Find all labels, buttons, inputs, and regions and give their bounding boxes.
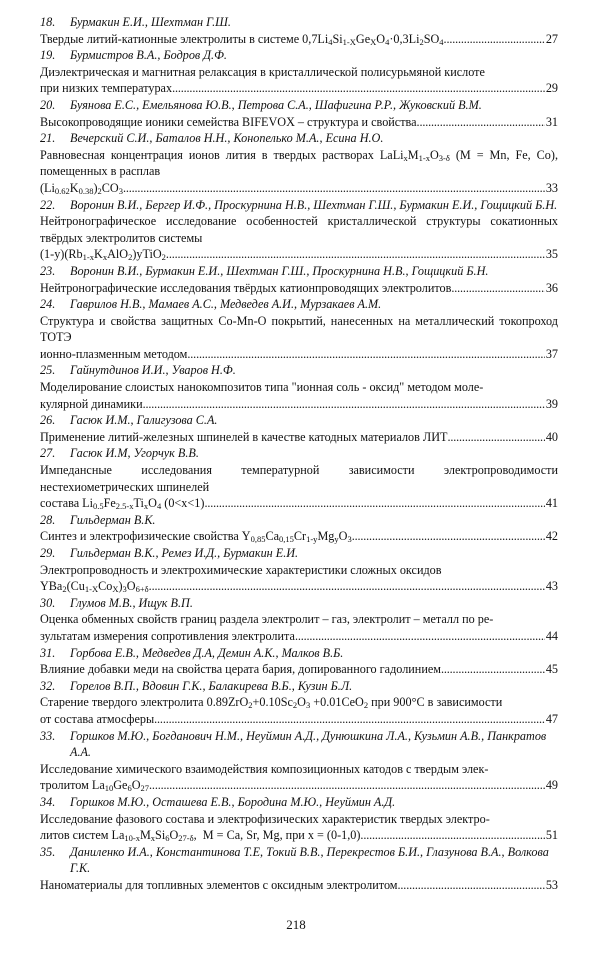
entry-title-last-line — [40, 429, 558, 446]
entry-title-tail: Синтез и электрофизические свойства $Y_{0,85}Ca_{0,15}Cr_{1-y}Mg_yO_3$ — [40, 529, 352, 545]
entry-page: 29 — [545, 81, 558, 96]
entry-title-text: Оценка обменных свойств границ раздела электролит – газ, электролит – металл по ре- — [40, 612, 494, 627]
entry-page: 51 — [545, 828, 558, 843]
entry-title — [40, 64, 558, 97]
toc-entry — [40, 197, 558, 263]
toc-entry-header — [40, 362, 558, 379]
entry-page: 47 — [545, 711, 558, 726]
dot-leader — [123, 180, 545, 197]
entry-number: 18. — [40, 15, 56, 29]
toc-entry-header — [40, 97, 558, 114]
entry-title-tail: Применение литий-железных шпинелей в качестве катодных материалов ЛИТ — [40, 429, 448, 444]
dot-leader — [149, 578, 545, 595]
entry-title-tail: $YBa_2(Cu_{1-X}Co_X)_3O_{6+\delta}$ — [40, 579, 149, 595]
dot-leader — [154, 711, 545, 728]
entry-title-last-line — [40, 114, 558, 131]
dot-leader — [352, 528, 545, 545]
entry-authors: Гайнутдинов И.И., Уваров Н.Ф. — [70, 363, 236, 378]
entry-title — [40, 694, 558, 727]
page-number: 218 — [286, 917, 306, 932]
entry-authors: Гильдерман В.К., Ремез И.Д., Бурмакин Е.И. — [70, 546, 299, 560]
entry-title-last-line — [40, 661, 558, 678]
entry-number: 20. — [40, 97, 56, 112]
entry-title-last-line — [40, 827, 558, 844]
entry-title-last-line — [40, 777, 558, 794]
entry-authors: Горбова Е.В., Медведев Д.А, Демин А.К., Малков В.Б. — [70, 645, 344, 660]
entry-title-text: Равновесная концентрация ионов лития в твердых растворах $LaLi_xM_{1-x}O_{3-\delta}$ (M = Mn, Fe, Co), помещенных в расплав — [40, 147, 558, 179]
entry-title-tail: тролитом $La_{10}Ge_6O_{27}$ — [40, 778, 150, 794]
toc-entry — [40, 412, 558, 445]
entry-title-tail: литов систем $La_{10-x}M_xSi_6O_{27-\delta}$, M = Ca, Sr, Mg, при x = (0-1,0) — [40, 828, 361, 844]
toc-entry-header — [40, 197, 558, 214]
entry-title-tail: кулярной динамики — [40, 396, 143, 411]
entry-title-text: Электропроводность и электрохимические характеристики сложных оксидов — [40, 562, 442, 577]
dot-leader — [360, 827, 544, 844]
entry-title-last-line — [40, 528, 558, 545]
entry-title — [40, 379, 558, 412]
toc-entry — [40, 445, 558, 511]
entry-title — [40, 611, 558, 644]
toc-entry-header — [40, 412, 558, 429]
toc-entry — [40, 728, 558, 794]
entry-title-last-line — [40, 80, 558, 97]
entry-page: 42 — [545, 529, 558, 544]
entry-page: 35 — [545, 247, 558, 262]
entry-title-tail: от состава атмосферы — [40, 711, 155, 726]
entry-number: 31. — [40, 645, 56, 660]
toc-entry-header — [40, 645, 558, 662]
toc-entry-header — [40, 844, 558, 877]
entry-title-last-line — [40, 280, 558, 297]
entry-number: 28. — [40, 512, 56, 527]
entry-authors: Гаврилов Н.В., Мамаев А.С., Медведев А.И., Мурзакаев А.М. — [70, 297, 382, 312]
entry-number: 23. — [40, 263, 56, 278]
entry-title-text: Структура и свойства защитных Co-Mn-O покрытий, нанесенных на металлический токопроход ТОТЭ — [40, 313, 558, 345]
toc-entry — [40, 678, 558, 728]
entry-title-last-line — [40, 180, 558, 197]
entry-page: 53 — [545, 877, 558, 892]
entry-number: 30. — [40, 595, 56, 610]
dot-leader — [441, 661, 545, 678]
toc-entry-header — [40, 47, 558, 64]
entry-title-text: Диэлектрическая и магнитная релаксация в кристаллической полисурьмяной кислоте — [40, 64, 485, 79]
entry-title — [40, 562, 558, 595]
dot-leader — [451, 280, 544, 297]
entry-page: 44 — [545, 628, 558, 643]
toc-entry-header — [40, 678, 558, 695]
toc-entry — [40, 130, 558, 196]
entry-number: 22. — [40, 197, 56, 212]
entry-title-text: Исследование фазового состава и электрофизических характеристик твердых электро- — [40, 811, 490, 826]
entry-authors: Бурмистров В.А., Бодров Д.Ф. — [70, 48, 227, 63]
toc-entry — [40, 645, 558, 678]
entry-number: 33. — [40, 728, 56, 743]
entry-title — [40, 313, 558, 363]
entry-title-tail: при низких температурах — [40, 81, 173, 96]
entry-number: 24. — [40, 297, 56, 312]
entry-title-tail: Наноматериалы для топливных элементов с оксидным электролитом — [40, 877, 398, 892]
toc-entry-header — [40, 794, 558, 811]
dot-leader — [187, 346, 544, 363]
entry-authors: Горшков М.Ю., Осташева Е.В., Бородина М.Ю., Неуймин А.Д. — [70, 794, 396, 809]
entry-title-last-line — [40, 711, 558, 728]
entry-title-tail: Твердые литий-катионные электролиты в системе $0,7Li_4Si_{1-X}Ge_XO_4\cdot 0,3Li_2SO_4$ — [40, 31, 444, 47]
dot-leader — [447, 429, 544, 446]
entry-number: 21. — [40, 131, 56, 146]
entry-page: 33 — [545, 180, 558, 195]
entry-page: 40 — [545, 429, 558, 444]
entry-authors: Вечерский С.И., Баталов Н.Н., Конопелько М.А., Есина Н.О. — [70, 131, 384, 146]
entry-authors: Горелов В.П., Вдовин Г.К., Балакирева В.Б., Кузин Б.Л. — [70, 678, 353, 693]
entry-title — [40, 462, 558, 512]
entry-page: 37 — [545, 346, 558, 361]
toc-entry — [40, 794, 558, 844]
entry-authors: Гасюк И.М, Угорчук В.В. — [70, 446, 199, 461]
entry-title-last-line — [40, 246, 558, 263]
entry-authors: Воронин В.И., Бергер И.Ф., Проскурнина Н.В., Шехтман Г.Ш., Бурмакин Е.И., Гощицкий Б.Н. — [70, 197, 558, 212]
entry-title-text: Импедансные исследования температурной зависимости электропроводимости нестехиометрических шпинелей — [40, 463, 558, 494]
entry-title-tail: состава $Li_{0.5}Fe_{2.5-x}Ti_xO_4$ (0<x<1) — [40, 496, 205, 512]
entry-title-tail: Высокопроводящие ионики семейства BIFEVOX – структура и свойства — [40, 114, 417, 129]
toc-entry-header — [40, 445, 558, 462]
dot-leader — [166, 246, 545, 263]
entry-title-last-line — [40, 628, 558, 645]
toc-entry — [40, 14, 558, 47]
toc-entry — [40, 545, 558, 595]
entry-authors: Воронин В.И., Бурмакин Е.И., Шехтман Г.Ш., Проскурнина Н.В., Гощицкий Б.Н. — [70, 263, 489, 278]
entry-authors: Гильдерман В.К. — [70, 512, 156, 527]
toc-entry — [40, 362, 558, 412]
entry-page: 45 — [545, 662, 558, 677]
entry-title-tail: $(Li_{0.62}K_{0.38})_2CO_3$ — [40, 180, 123, 196]
toc-entry — [40, 595, 558, 645]
toc-entry-header — [40, 512, 558, 529]
entry-number: 32. — [40, 678, 56, 693]
toc-entry-header — [40, 595, 558, 612]
entry-title-text: Исследование химического взаимодействия композиционных катодов с твердым элек- — [40, 761, 489, 776]
dot-leader — [417, 114, 545, 131]
toc-entry — [40, 263, 558, 296]
entry-title-last-line — [40, 495, 558, 512]
entry-page: 39 — [545, 396, 558, 411]
entry-title — [40, 661, 558, 678]
table-of-contents — [40, 14, 558, 893]
entry-authors: Глумов М.В., Ищук В.П. — [70, 595, 193, 610]
entry-page: 27 — [545, 31, 558, 46]
toc-entry-header — [40, 545, 558, 562]
entry-title — [40, 429, 558, 446]
toc-entry-header — [40, 296, 558, 313]
entry-title — [40, 761, 558, 794]
entry-authors: Буянова Е.С., Емельянова Ю.В., Петрова С.А., Шафигина Р.Р., Жуковский В.М. — [70, 97, 482, 112]
entry-title — [40, 811, 558, 844]
entry-authors: Даниленко И.А., Константинова Т.Е, Токий В.В., Перекрестов Б.И., Глазунова В.А., Волкова Г.К. — [70, 844, 549, 876]
entry-title-text: Нейтронографическое исследование особенностей кристаллической структуры сокатионных твёрдых электролитов системы — [40, 214, 558, 245]
entry-authors: Горшков М.Ю., Богданович Н.М., Неуймин А.Д., Дунюшкина Л.А., Кузьмин А.В., Панкратов А.А. — [70, 728, 547, 760]
entry-title — [40, 147, 558, 197]
entry-number: 29. — [40, 546, 56, 560]
entry-number: 26. — [40, 413, 56, 428]
entry-title — [40, 280, 558, 297]
entry-title-text: Старение твердого электролита $0.89ZrO_2+0.10Sc_2O_3 +0.01CeO_2$ при 900°С в зависимости — [40, 695, 503, 711]
dot-leader — [204, 495, 544, 512]
toc-entry — [40, 844, 558, 894]
dot-leader — [172, 80, 545, 97]
entry-title-last-line — [40, 396, 558, 413]
entry-page: 49 — [545, 778, 558, 793]
toc-entry-header — [40, 14, 558, 31]
entry-title — [40, 114, 558, 131]
entry-page: 36 — [545, 280, 558, 295]
entry-title — [40, 31, 558, 48]
toc-entry-header — [40, 728, 558, 761]
entry-page: 43 — [545, 579, 558, 594]
entry-page: 41 — [545, 496, 558, 511]
toc-entry-header — [40, 130, 558, 147]
toc-entry — [40, 296, 558, 362]
dot-leader — [295, 628, 545, 645]
toc-entry — [40, 512, 558, 545]
entry-title — [40, 528, 558, 545]
entry-title-last-line — [40, 877, 558, 894]
entry-title-tail: зультатам измерения сопротивления электролита — [40, 628, 295, 643]
dot-leader — [444, 31, 545, 48]
entry-title-tail: Нейтронографические исследования твёрдых катионпроводящих электролитов — [40, 280, 452, 295]
entry-title-last-line — [40, 31, 558, 48]
entry-title-last-line — [40, 346, 558, 363]
dot-leader — [143, 396, 545, 413]
entry-title — [40, 877, 558, 894]
dot-leader — [398, 877, 545, 894]
entry-number: 35. — [40, 844, 56, 859]
entry-title-text: Моделирование слоистых нанокомпозитов типа "ионная соль - оксид" методом моле- — [40, 380, 484, 395]
entry-title-last-line — [40, 578, 558, 595]
entry-number: 34. — [40, 794, 56, 809]
entry-title-tail: Влияние добавки меди на свойства церата бария, допированного гадолинием — [40, 662, 441, 677]
entry-number: 19. — [40, 48, 56, 63]
entry-title-tail: ионно-плазменным методом — [40, 346, 188, 361]
entry-number: 25. — [40, 363, 56, 378]
entry-title-tail: $(1-y)(Rb_{1-x}K_xAlO_2)yTiO_2$ — [40, 247, 166, 263]
toc-entry-header — [40, 263, 558, 280]
entry-authors: Гасюк И.М., Галигузова С.А. — [70, 413, 218, 428]
entry-number: 27. — [40, 446, 56, 461]
entry-page: 31 — [545, 114, 558, 129]
entry-authors: Бурмакин Е.И., Шехтман Г.Ш. — [70, 15, 231, 29]
toc-entry — [40, 97, 558, 130]
entry-title — [40, 213, 558, 263]
toc-entry — [40, 47, 558, 97]
dot-leader — [149, 777, 545, 794]
